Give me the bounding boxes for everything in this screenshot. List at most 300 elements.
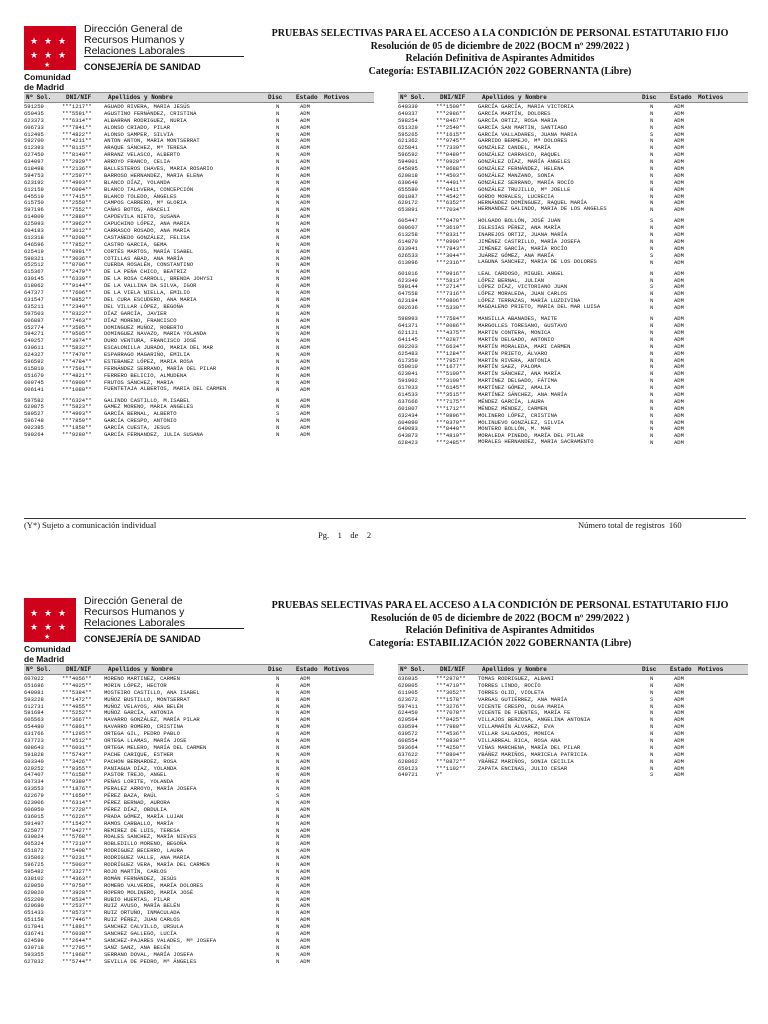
cell-sol-number: 612159 <box>24 185 44 193</box>
cell-dni: ***7859** <box>62 417 92 425</box>
table-row <box>24 951 374 958</box>
cell-status: ADM <box>674 171 684 179</box>
cell-disability: N <box>650 158 654 166</box>
cell-disability: N <box>650 349 654 357</box>
svg-text:★: ★ <box>44 633 51 641</box>
cell-disability: N <box>650 342 654 350</box>
column-header-sol: Nº Sol. <box>400 94 426 101</box>
table-row <box>398 151 748 158</box>
cell-status: ADM <box>674 737 684 745</box>
column-header-sol: Nº Sol. <box>26 94 52 101</box>
table-row <box>24 158 374 165</box>
cell-dni: ***7584** <box>436 315 466 323</box>
cell-status: ADM <box>300 158 310 166</box>
cell-sol-number: 649721 <box>398 771 418 779</box>
cell-dni: ***6031** <box>62 743 92 751</box>
cell-sol-number: 652774 <box>24 323 44 331</box>
table-row <box>24 110 374 117</box>
table-row <box>398 419 748 426</box>
table-row <box>398 322 748 329</box>
table-row <box>24 820 374 827</box>
column-header-sol: Nº Sol. <box>400 666 426 673</box>
cell-full-name: VILLAMARÍN ÁLVAREZ, EVA <box>478 723 554 731</box>
cell-dni: ***2540** <box>436 123 466 131</box>
svg-text:★: ★ <box>58 51 67 61</box>
cell-dni: ***7591** <box>62 364 92 372</box>
cell-sol-number: 628423 <box>398 439 418 447</box>
table-row <box>398 703 748 710</box>
cell-disability: N <box>276 158 280 166</box>
cell-disability: S <box>650 283 654 291</box>
cell-dni: ***6314** <box>62 116 92 124</box>
table-row <box>398 391 748 398</box>
cell-status: ADM <box>300 171 310 179</box>
cell-status: ADM <box>300 805 310 813</box>
cell-dni: ***7980** <box>436 723 466 731</box>
cell-sol-number: 645895 <box>398 165 418 173</box>
cell-dni: ***1876** <box>62 785 92 793</box>
cell-disability: N <box>276 123 280 131</box>
cell-disability: S <box>276 792 280 800</box>
cell-status: ADM <box>300 247 310 255</box>
svg-text:★: ★ <box>30 51 39 61</box>
table-row <box>24 765 374 772</box>
cell-sol-number: 620818 <box>398 171 418 179</box>
cell-disability: N <box>276 116 280 124</box>
institution-line1: Dirección General de <box>84 595 183 607</box>
cell-dni: ***2537** <box>62 902 92 910</box>
cell-full-name: GARCÍA CRESPO, ANTONIO <box>104 417 177 425</box>
cell-dni: ***7415** <box>62 192 92 200</box>
cell-sol-number: 614533 <box>398 390 418 398</box>
svg-text:★: ★ <box>58 623 67 633</box>
cell-disability: N <box>276 909 280 917</box>
cell-sol-number: 636741 <box>24 929 44 937</box>
table-row <box>24 689 374 696</box>
cell-status: ADM <box>300 909 310 917</box>
cell-dni: ***7316** <box>436 290 466 298</box>
cell-dni: ***6324** <box>62 396 92 404</box>
cell-sol-number: 630024 <box>24 833 44 841</box>
table-row <box>398 252 748 259</box>
cell-disability: N <box>650 439 654 447</box>
table-row <box>398 165 748 172</box>
cell-dni: ***2485** <box>436 439 466 447</box>
cell-sol-number: 601016 <box>398 269 418 277</box>
cell-status: ADM <box>674 251 684 259</box>
column-header-name: Apellidos y Nombre <box>482 94 547 101</box>
cell-full-name: MARTÍN MORALEDA, MARI CARMEN <box>478 342 571 350</box>
cell-full-name: BLANCO TALAVERA, CONCEPCIÓN <box>104 185 194 193</box>
table-row <box>398 737 748 744</box>
cell-sol-number: 640339 <box>398 103 418 110</box>
cell-full-name: PASTOR TREJO, ANGEL <box>104 771 167 779</box>
column-header-dni: DNI/NIF <box>440 94 466 101</box>
cell-status: ADM <box>300 943 310 951</box>
cell-sol-number: 627450 <box>24 151 44 159</box>
table-row <box>398 172 748 179</box>
column-header-left <box>24 664 374 675</box>
institution-line2: Recursos Humanos y <box>84 606 185 618</box>
cell-status: ADM <box>674 681 684 689</box>
cell-dni: ***5384** <box>62 688 92 696</box>
svg-text:★: ★ <box>44 51 53 61</box>
table-row <box>398 283 748 290</box>
cell-sol-number: 611905 <box>398 688 418 696</box>
cell-disability: S <box>650 771 654 779</box>
cell-sol-number: 593228 <box>24 695 44 703</box>
cell-dni: ***3327** <box>62 867 92 875</box>
document-header <box>250 600 750 650</box>
cell-full-name: REMIREZ DE LUIS, TERESA <box>104 826 180 834</box>
cell-full-name: ORTEGA GIL, PEDRO PABLO <box>104 730 180 738</box>
header-list-name: Relación Definitiva de Aspirantes Admitidos <box>405 53 595 64</box>
cell-status: ADM <box>674 322 684 330</box>
cell-dni: ***7470** <box>62 351 92 359</box>
cell-disability: N <box>650 123 654 131</box>
table-row <box>24 213 374 220</box>
table-row <box>398 277 748 284</box>
logo-caption <box>24 72 71 92</box>
cell-status: ADM <box>674 269 684 277</box>
cell-disability: N <box>276 199 280 207</box>
cell-status: ADM <box>674 356 684 364</box>
cell-full-name: GONZÁLEZ CANDEL, MARÍA <box>478 144 551 152</box>
table-row <box>24 261 374 268</box>
cell-status: ADM <box>300 410 310 418</box>
cell-status: ADM <box>300 185 310 193</box>
cell-status: ADM <box>300 330 310 338</box>
cell-dni: ***7841** <box>62 123 92 131</box>
record-count-value: 160 <box>668 520 682 530</box>
department-name: CONSEJERÍA DE SANIDAD <box>84 634 201 644</box>
cell-sol-number: 643873 <box>398 432 418 440</box>
table-row <box>24 310 374 317</box>
cell-status: ADM <box>674 384 684 392</box>
cell-disability: N <box>276 302 280 310</box>
cell-disability: N <box>276 764 280 772</box>
cell-full-name: FUENTETAJA ALBERTOS, MARÍA DEL CARMEN <box>104 385 227 392</box>
cell-disability: N <box>650 335 654 343</box>
cell-sol-number: 596725 <box>24 861 44 869</box>
cell-disability: N <box>650 377 654 385</box>
cell-disability: N <box>276 778 280 786</box>
cell-sol-number: 591497 <box>24 819 44 827</box>
cell-full-name: AGUSTINO FERNÁNDEZ, CRISTINA <box>104 109 197 117</box>
table-row <box>398 363 748 370</box>
cell-dni: ***4993** <box>62 178 92 186</box>
cell-dni: ***0806** <box>436 297 466 305</box>
cell-status: ADM <box>300 357 310 365</box>
cell-sol-number: 628862 <box>398 757 418 765</box>
cell-disability: N <box>276 357 280 365</box>
table-row <box>398 304 748 315</box>
cell-disability: N <box>650 723 654 731</box>
cell-full-name: ROMERO VALVERDE, MARÍA DOLORES <box>104 881 204 889</box>
cell-sol-number: 612393 <box>24 144 44 152</box>
svg-text:★: ★ <box>30 609 39 619</box>
cell-status: ADM <box>300 854 310 862</box>
cell-dni: ***4955** <box>62 702 92 710</box>
cell-dni: ***6339** <box>62 275 92 283</box>
cell-sol-number: 653891 <box>398 206 418 214</box>
cell-full-name: DE LA ROSA CARROLL, BRENDA JOHYSI <box>104 275 213 283</box>
cell-full-name: MONTERO BOLLÓN, M. MAR <box>478 425 551 433</box>
cell-status: ADM <box>300 819 310 827</box>
cell-full-name: AGUADO RIVERA, MARIA JESÚS <box>104 103 190 110</box>
table-row <box>24 151 374 158</box>
cell-full-name: GARCÍA VALLADARES, JUANA MARIA <box>478 130 578 138</box>
cell-disability: N <box>650 384 654 392</box>
table-row <box>24 833 374 840</box>
cell-status: ADM <box>300 874 310 882</box>
table-row <box>398 290 748 297</box>
table-row <box>24 351 374 358</box>
cell-dni: ***9427** <box>62 826 92 834</box>
cell-dni: ***7552** <box>62 206 92 214</box>
logo-caption-line2: de Madrid <box>24 654 65 664</box>
cell-full-name: ROALES SANCHEZ, MARÍA NIEVES <box>104 833 197 841</box>
cell-status: ADM <box>300 268 310 276</box>
cell-full-name: MORENO MARTINEZ, CARMEN <box>104 675 180 682</box>
cell-disability: N <box>650 304 654 312</box>
record-count-label: Número total de registros <box>578 520 665 530</box>
cell-dni: ***1217** <box>62 103 92 110</box>
cell-status: ADM <box>674 702 684 710</box>
table-row <box>398 199 748 206</box>
cell-dni: ***8355** <box>62 764 92 772</box>
cell-full-name: MARTÍN PRIETO, ÁLVARO <box>478 349 548 357</box>
cell-disability: N <box>650 418 654 426</box>
cell-full-name: GARCÍA SAN MARTIN, SANTIAGO <box>478 123 568 131</box>
cell-full-name: ALBARRAN RODRIGUEZ, NURIA <box>104 116 187 124</box>
cell-disability: N <box>276 261 280 269</box>
table-row <box>24 365 374 372</box>
cell-sol-number: 651433 <box>24 909 44 917</box>
cell-sol-number: 633553 <box>24 785 44 793</box>
cell-status: ADM <box>674 206 684 214</box>
cell-full-name: CAÑAS BOTOS, ARACELI <box>104 206 171 214</box>
table-row <box>24 117 374 124</box>
cell-disability: N <box>650 425 654 433</box>
cell-sol-number: 639718 <box>24 943 44 951</box>
cell-status: ADM <box>300 316 310 324</box>
cell-status: ADM <box>674 158 684 166</box>
cell-dni: ***7957** <box>436 356 466 364</box>
cell-dni: ***0411** <box>436 185 466 193</box>
cell-dni: ***1542** <box>62 819 92 827</box>
cell-status: ADM <box>674 757 684 765</box>
cell-dni: ***1284** <box>436 349 466 357</box>
cell-dni: ***6038** <box>62 929 92 937</box>
cell-disability: N <box>650 322 654 330</box>
table-row <box>398 336 748 343</box>
table-row <box>24 255 374 262</box>
cell-disability: N <box>650 397 654 405</box>
cell-disability: N <box>650 315 654 323</box>
cell-dni: ***1102** <box>436 764 466 772</box>
cell-sol-number: 606141 <box>24 385 44 393</box>
cell-status: ADM <box>300 282 310 290</box>
cell-dni: ***0990** <box>436 238 466 246</box>
cell-sol-number: 650010 <box>398 363 418 371</box>
cell-disability: N <box>276 364 280 372</box>
cell-status: ADM <box>674 370 684 378</box>
cell-sol-number: 637666 <box>398 397 418 405</box>
cell-disability: N <box>276 403 280 411</box>
cell-status: ADM <box>300 716 310 724</box>
cell-full-name: RUIZ AVUSO, MARÍA BELÉN <box>104 902 180 910</box>
cell-full-name: HERNÁNDEZ GALINDO, MARÍA DE LOS ÁNGELES <box>478 206 607 212</box>
cell-status: ADM <box>300 417 310 425</box>
table-row <box>24 847 374 854</box>
column-header-right <box>398 664 748 675</box>
cell-full-name: GONZÁLEZ MANZANO, SONIA <box>478 171 554 179</box>
cell-full-name: MARTÍNEZ GÓMEZ, AMALIA <box>478 384 551 392</box>
cell-full-name: ALONSO CRIADO, PILAR <box>104 123 171 131</box>
table-row <box>24 744 374 751</box>
cell-sol-number: 615810 <box>24 364 44 372</box>
table-row <box>398 765 748 772</box>
cell-status: ADM <box>300 364 310 372</box>
table-row <box>398 357 748 364</box>
cell-disability: N <box>276 344 280 352</box>
cell-full-name: ROBLEDILLO MORENO, BEGOÑA <box>104 840 187 848</box>
cell-full-name: CAPUCHINO LÓPEZ, ANA MARIA <box>104 220 190 228</box>
footer-divider <box>24 518 746 519</box>
cell-sol-number: 635863 <box>24 854 44 862</box>
table-row <box>24 792 374 799</box>
header-category: Categoría: ESTABILIZACIÓN 2022 GOBERNANTA (Libre) <box>368 65 632 77</box>
cell-sol-number: 630145 <box>24 275 44 283</box>
cell-full-name: DURO VENTURA, FRANCISCO JOSÉ <box>104 337 197 345</box>
cell-sol-number: 618062 <box>24 282 44 290</box>
cell-status: ADM <box>674 144 684 152</box>
cell-status: ADM <box>300 957 310 965</box>
cell-status: ADM <box>300 403 310 411</box>
cell-disability: N <box>276 847 280 855</box>
cell-disability: N <box>276 799 280 807</box>
institution-divider <box>84 628 244 629</box>
cell-disability: N <box>276 916 280 924</box>
cell-dni: ***1472** <box>62 695 92 703</box>
cell-disability: N <box>276 316 280 324</box>
svg-text:★: ★ <box>44 623 53 633</box>
cell-status: ADM <box>674 137 684 145</box>
cell-status: ADM <box>300 371 310 379</box>
cell-sol-number: 621121 <box>398 328 418 336</box>
cell-status: ADM <box>300 929 310 937</box>
document-header <box>250 28 750 78</box>
cell-dni: ***0896** <box>436 411 466 419</box>
table-row <box>24 703 374 710</box>
cell-sol-number: 623373 <box>24 116 44 124</box>
cell-dni: ***0929** <box>436 158 466 166</box>
cell-full-name: SERRANO DOVAL, MARÍA JOSEFA <box>104 950 194 958</box>
cell-status: ADM <box>674 315 684 323</box>
table-row <box>398 744 748 751</box>
cell-dni: ***1578** <box>436 695 466 703</box>
cell-full-name: DOMINGUEZ NAVAZO, MARIA YOLANDA <box>104 330 207 338</box>
cell-sol-number: 612731 <box>24 702 44 710</box>
cell-full-name: PÉREZ DÍAZ, OBDULIA <box>104 805 167 813</box>
cell-full-name: VILLAJOS BERZOSA, ANGELINA ANTONIA <box>478 716 591 724</box>
cell-sol-number: 651872 <box>24 847 44 855</box>
svg-text:★: ★ <box>30 37 39 47</box>
cell-sol-number: 631547 <box>24 295 44 303</box>
cell-dni: ***4503** <box>436 171 466 179</box>
cell-status: ADM <box>674 411 684 419</box>
cell-full-name: DOMINGUEZ MUÑOZ, ROBERTO <box>104 323 184 331</box>
cell-sol-number: 633941 <box>398 244 418 252</box>
table-row <box>24 234 374 241</box>
table-row <box>398 758 748 765</box>
cell-full-name: BALLESTEROS CHAVES, MARIA ROSARIO <box>104 165 213 173</box>
table-row <box>398 329 748 336</box>
cell-dni: ***2644** <box>62 936 92 944</box>
cell-disability: S <box>650 251 654 259</box>
cell-full-name: MORIN LÓPEZ, HECTOR <box>104 681 167 689</box>
cell-dni: ***0512** <box>62 737 92 745</box>
cell-disability: N <box>276 396 280 404</box>
cell-status: ADM <box>674 185 684 193</box>
cell-disability: N <box>650 356 654 364</box>
cell-status: ADM <box>300 213 310 221</box>
cell-status: ADM <box>674 688 684 696</box>
table-row <box>398 751 748 758</box>
cell-status: ADM <box>300 737 310 745</box>
cell-sol-number: 594271 <box>24 330 44 338</box>
table-row <box>24 337 374 344</box>
cell-dni: ***6801** <box>62 723 92 731</box>
cell-disability: N <box>650 688 654 696</box>
cell-sol-number: 608554 <box>398 737 418 745</box>
cell-status: ADM <box>674 335 684 343</box>
cell-full-name: GALINDO CASTILLO, M.ISABEL <box>104 396 190 404</box>
cell-status: ADM <box>300 861 310 869</box>
cell-disability: N <box>276 867 280 875</box>
cell-disability: N <box>276 957 280 965</box>
cell-status: ADM <box>300 109 310 117</box>
cell-disability: N <box>650 370 654 378</box>
cell-dni: ***7606** <box>62 289 92 297</box>
cell-disability: N <box>276 709 280 717</box>
cell-full-name: MORALEDA PINEDO, MARÍA DEL PILAR <box>478 432 584 440</box>
cell-full-name: BLANCO TOLEDO, ÁNGELES <box>104 192 177 200</box>
cell-dni: ***1615** <box>436 130 466 138</box>
table-row <box>24 937 374 944</box>
applicant-list-right <box>398 103 748 450</box>
cell-status: ADM <box>300 764 310 772</box>
cell-disability: N <box>650 702 654 710</box>
column-header-estado: Estado <box>296 666 318 673</box>
cell-sol-number: 624599 <box>24 936 44 944</box>
table-row <box>24 417 374 424</box>
cell-full-name: IGLESIAS PÉREZ, ANA MARÍA <box>478 224 561 232</box>
institution-line3: Relaciones Laborales <box>84 617 185 629</box>
cell-sol-number: 591684 <box>24 709 44 717</box>
cell-disability: N <box>276 743 280 751</box>
table-row <box>24 675 374 682</box>
cell-disability: N <box>650 681 654 689</box>
table-row <box>24 723 374 730</box>
cell-status: ADM <box>300 378 310 386</box>
cell-status: ADM <box>300 847 310 855</box>
cell-dni: ***7175** <box>436 397 466 405</box>
cell-disability: N <box>650 185 654 193</box>
cell-status: ADM <box>300 227 310 235</box>
cell-disability: N <box>276 840 280 848</box>
